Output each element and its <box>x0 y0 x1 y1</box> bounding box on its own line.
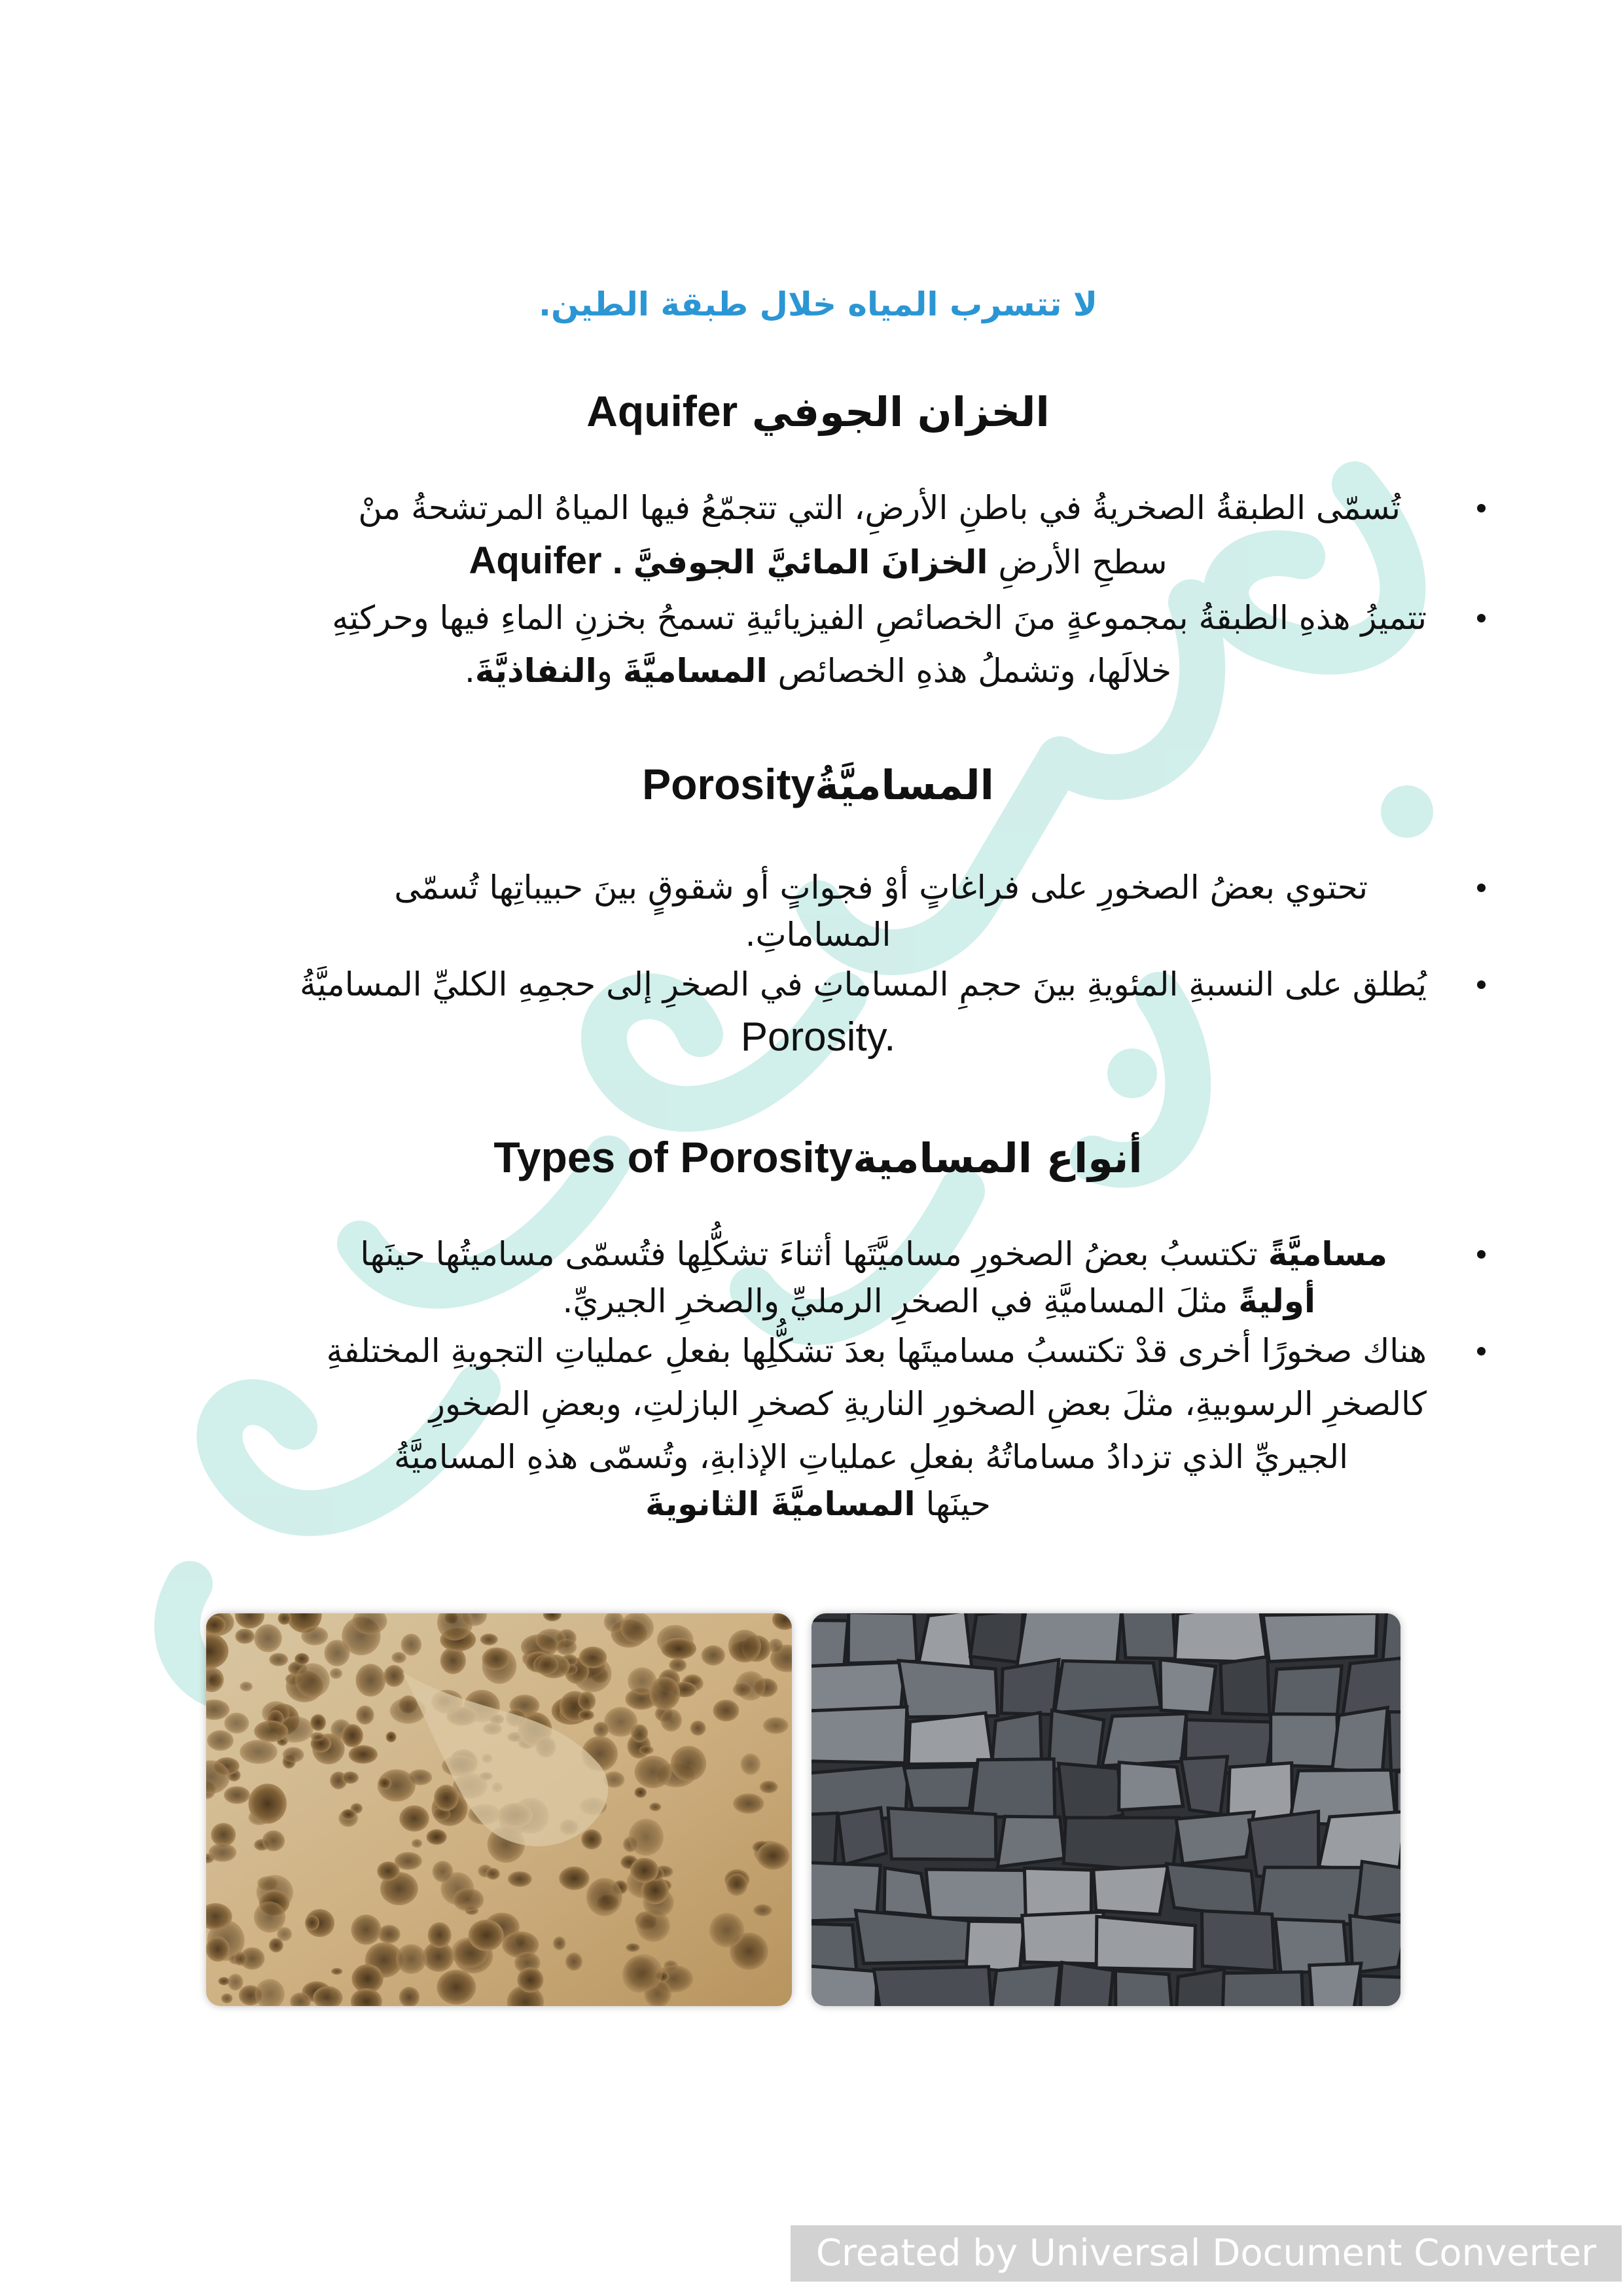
aquifer-bullet1-line2 <box>209 531 1427 592</box>
text-span: حينَها <box>915 1485 991 1523</box>
aquifer-bullet1-line1: تُسمّى الطبقةُ الصخريةُ في باطنِ الأرضِ، التي تتجمّعُ فيها المياهُ المرتشحةُ منْ <box>358 489 1400 527</box>
porosity-heading <box>209 759 1427 809</box>
text-span: سطحِ الأرضِ <box>988 543 1168 581</box>
converter-credit: Created by Universal Document Converter <box>791 2225 1622 2282</box>
bullet-icon <box>1477 884 1486 892</box>
porosity-bullet1-line2: المساماتِ. <box>745 916 891 954</box>
primary-porosity-term: مساميَّةً <box>1268 1235 1387 1273</box>
types-heading-ar: أنواع المسامية <box>853 1134 1143 1182</box>
types-bullet1-line1 <box>209 1230 1427 1278</box>
bullet-icon <box>1477 504 1486 512</box>
types-bullet1-line2 <box>209 1278 1427 1325</box>
aquifer-term: الخزانَ المائيَّ الجوفيَّ <box>633 543 988 581</box>
list-item <box>209 864 1427 958</box>
primary-term: أوليةً <box>1238 1282 1315 1320</box>
list-item <box>209 1327 1427 1528</box>
types-heading <box>209 1132 1427 1182</box>
porosity-heading-en: Porosity <box>642 760 815 808</box>
text-span: . <box>465 652 475 690</box>
types-list <box>209 1230 1427 1530</box>
aquifer-bullet2-line2 <box>209 641 1427 700</box>
porosity-bullet1-line1: تحتوي بعضُ الصخورِ على فراغاتٍ أوْ فجواتٍ أو شقوقٍ بينَ حبيباتِها تُسمّى <box>394 869 1368 906</box>
text-span: مثلَ المساميَّةِ في الصخرِ الرمليِّ والصخرِ الجيريِّ. <box>562 1282 1239 1320</box>
porosity-list <box>209 864 1427 1069</box>
text-span: تكتسبُ بعضُ الصخورِ مساميَّتَها أثناءَ تشكُّلِها فتُسمّى مساميتُها حينَها <box>360 1235 1268 1273</box>
text-span: خلالَها، وتشملُ هذهِ الخصائص <box>767 652 1171 690</box>
aquifer-heading-en: Aquifer <box>586 387 738 435</box>
list-item <box>209 961 1427 1067</box>
aquifer-heading <box>209 386 1427 436</box>
aquifer-bullet2-line1: تتميزُ هذهِ الطبقةُ بمجموعةٍ منَ الخصائصِ الفيزيائيةِ تسمحُ بخزنِ الماءِ فيها وحركتِهِ <box>332 599 1427 637</box>
bullet-icon <box>1477 1347 1486 1355</box>
text-span: و <box>596 652 623 690</box>
types-bullet2-line4 <box>209 1480 1427 1528</box>
porosity-term: المساميَّةَ <box>622 652 768 690</box>
types-bullet2-line1: هناك صخورًا أخرى قدْ تكتسبُ مساميتَها بعدَ تشكُّلِها بفعلِ عملياتِ التجويةِ المختلفةِ <box>326 1332 1427 1370</box>
aquifer-list <box>209 484 1427 703</box>
list-item <box>209 594 1427 700</box>
aquifer-term-en: Aquifer . <box>469 539 623 582</box>
porosity-heading-ar: المساميَّةُ <box>815 761 994 809</box>
clay-notice: لا تتسرب المياه خلال طبقة الطين. <box>538 285 1098 323</box>
porous-rock-photo <box>206 1613 792 2006</box>
types-bullet2-line2: كالصخرِ الرسوبيةِ، مثلَ بعضِ الصخورِ الناريةِ كصخرِ البازلتِ، وبعضِ الصخورِ <box>429 1385 1427 1423</box>
aquifer-heading-ar: الخزان الجوفي <box>751 388 1050 436</box>
fractured-basalt-photo <box>812 1613 1400 2006</box>
bullet-icon <box>1477 1250 1486 1259</box>
bullet-icon <box>1477 980 1486 989</box>
types-heading-en: Types of Porosity <box>493 1133 853 1181</box>
list-item <box>209 484 1427 592</box>
permeability-term: النفاذيَّةَ <box>474 652 597 690</box>
bullet-icon <box>1477 614 1486 622</box>
porosity-bullet2-line1: يُطلق على النسبةِ المئويةِ بينَ حجمِ المساماتِ في الصخرِ إلى حجمِهِ الكليِّ المساميَّةُ <box>300 965 1427 1003</box>
secondary-porosity-term: المساميَّةَ الثانويةَ <box>645 1485 916 1523</box>
types-bullet2-line3: الجيريِّ الذي تزدادُ مساماتُهُ بفعلِ عملياتِ الإذابةِ، وتُسمّى هذهِ المساميَّةُ <box>394 1438 1348 1476</box>
porosity-bullet2-line2: Porosity. <box>740 1014 896 1060</box>
list-item <box>209 1230 1427 1325</box>
